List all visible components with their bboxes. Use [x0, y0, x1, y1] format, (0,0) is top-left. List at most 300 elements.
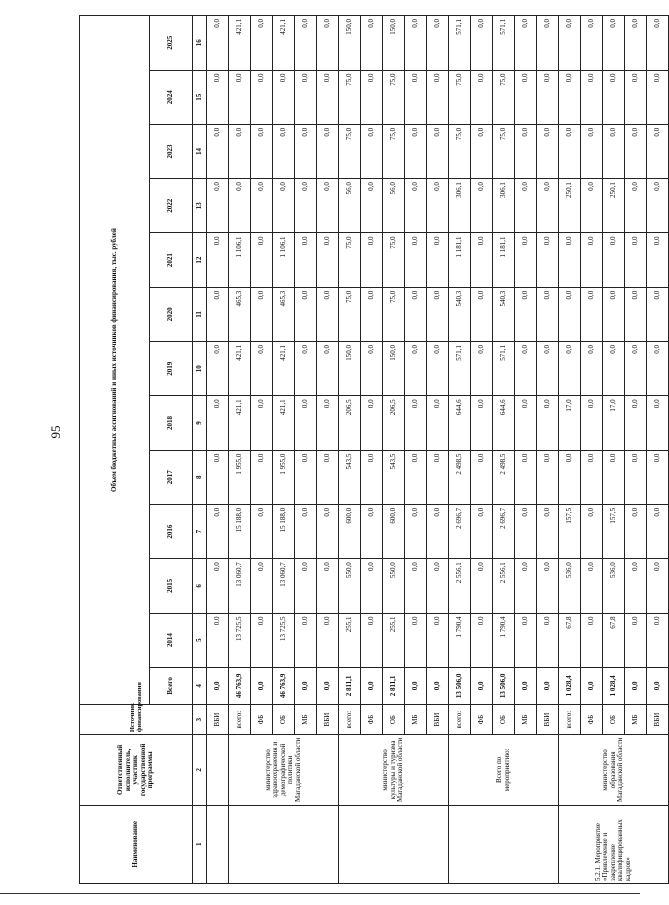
value-cell: 0,0 [405, 233, 427, 287]
total-cell: 0,0 [515, 667, 537, 704]
value-cell: 0,0 [471, 70, 493, 124]
value-cell: 0,0 [251, 233, 273, 287]
table-body [207, 16, 669, 884]
value-cell: 0,0 [537, 559, 559, 613]
value-cell: 0,0 [207, 179, 229, 233]
value-cell: 0,0 [295, 287, 317, 341]
value-cell: 0,0 [251, 16, 273, 71]
value-cell: 1 181,1 [493, 233, 515, 287]
column-number: 14 [193, 124, 207, 178]
value-cell: 206,5 [383, 396, 405, 450]
value-cell: 0,0 [537, 233, 559, 287]
value-cell: 75,0 [383, 124, 405, 178]
value-cell: 0,0 [295, 16, 317, 71]
value-cell: 0,0 [515, 504, 537, 558]
value-cell: 0,0 [427, 287, 449, 341]
value-cell: 0,0 [251, 504, 273, 558]
source-cell: всего: [449, 705, 471, 735]
source-cell: МБ [405, 705, 427, 735]
value-cell: 0,0 [471, 450, 493, 504]
total-cell: 0,0 [361, 667, 383, 704]
column-number: 12 [193, 233, 207, 287]
value-cell: 250,1 [559, 179, 581, 233]
value-cell: 0,0 [229, 179, 251, 233]
value-cell: 0,0 [559, 70, 581, 124]
value-cell: 0,0 [427, 179, 449, 233]
header-year: 2023 [150, 124, 193, 178]
source-cell: МБ [625, 705, 647, 735]
value-cell: 0,0 [405, 396, 427, 450]
value-cell: 0,0 [295, 70, 317, 124]
value-cell: 0,0 [647, 342, 669, 396]
page-number: 95 [48, 425, 63, 439]
column-number: 4 [193, 667, 207, 704]
table-row [207, 16, 229, 884]
total-cell: 46 763,9 [229, 667, 251, 704]
value-cell: 150,0 [339, 16, 361, 71]
total-cell: 13 506,0 [493, 667, 515, 704]
header-year: 2014 [150, 613, 193, 667]
total-cell: 2 811,1 [339, 667, 361, 704]
value-cell: 0,0 [361, 287, 383, 341]
row-name [229, 805, 339, 883]
value-cell: 0,0 [207, 233, 229, 287]
value-cell: 1 181,1 [449, 233, 471, 287]
value-cell: 0,0 [603, 124, 625, 178]
value-cell: 0,0 [625, 559, 647, 613]
total-cell: 0,0 [647, 667, 669, 704]
value-cell: 67,8 [559, 613, 581, 667]
row-name [207, 805, 229, 883]
value-cell: 0,0 [427, 16, 449, 71]
value-cell: 0,0 [405, 124, 427, 178]
column-number: 6 [193, 559, 207, 613]
value-cell: 0,0 [427, 559, 449, 613]
rotated-table-area [79, 15, 661, 884]
page-bottom-rule [0, 893, 640, 894]
value-cell: 536,0 [559, 559, 581, 613]
value-cell: 0,0 [647, 613, 669, 667]
value-cell: 157,5 [603, 504, 625, 558]
value-cell: 0,0 [207, 504, 229, 558]
value-cell: 0,0 [405, 450, 427, 504]
value-cell: 0,0 [207, 16, 229, 71]
value-cell: 0,0 [361, 70, 383, 124]
value-cell: 0,0 [581, 70, 603, 124]
row-executor: министерство здравоохранения и демографической политики Магаданской области [229, 735, 339, 805]
column-number: 10 [193, 342, 207, 396]
row-executor: министерство образования Магаданской области [559, 735, 669, 805]
column-number: 11 [193, 287, 207, 341]
value-cell: 75,0 [339, 233, 361, 287]
value-cell: 157,5 [559, 504, 581, 558]
total-cell: 0,0 [471, 667, 493, 704]
table-row [339, 16, 361, 884]
value-cell: 2 498,5 [449, 450, 471, 504]
value-cell: 0,0 [405, 342, 427, 396]
value-cell: 206,5 [339, 396, 361, 450]
value-cell: 0,0 [251, 613, 273, 667]
value-cell: 0,0 [515, 450, 537, 504]
value-cell: 0,0 [647, 396, 669, 450]
value-cell: 540,3 [493, 287, 515, 341]
value-cell: 0,0 [427, 450, 449, 504]
value-cell: 75,0 [449, 70, 471, 124]
value-cell: 75,0 [339, 287, 361, 341]
value-cell: 421,1 [273, 342, 295, 396]
row-name: 5.2.1. Мероприятие «Привлечение и закрепление квалифицированных кадров» [559, 805, 669, 883]
value-cell: 600,0 [339, 504, 361, 558]
value-cell: 0,0 [581, 16, 603, 71]
value-cell: 2 556,1 [493, 559, 515, 613]
total-cell: 0,0 [625, 667, 647, 704]
column-number: 15 [193, 70, 207, 124]
value-cell: 255,1 [383, 613, 405, 667]
value-cell: 536,0 [603, 559, 625, 613]
value-cell: 0,0 [317, 450, 339, 504]
header-year: 2015 [150, 559, 193, 613]
value-cell: 0,0 [207, 287, 229, 341]
value-cell: 67,8 [603, 613, 625, 667]
value-cell: 0,0 [537, 124, 559, 178]
value-cell: 421,1 [229, 16, 251, 71]
value-cell: 250,1 [603, 179, 625, 233]
source-cell: МБ [515, 705, 537, 735]
value-cell: 0,0 [581, 124, 603, 178]
source-cell: ВБИ [317, 705, 339, 735]
column-number: 13 [193, 179, 207, 233]
value-cell: 1 955,0 [229, 450, 251, 504]
value-cell: 0,0 [537, 16, 559, 71]
value-cell: 0,0 [647, 124, 669, 178]
value-cell: 0,0 [317, 124, 339, 178]
value-cell: 0,0 [207, 396, 229, 450]
value-cell: 0,0 [207, 559, 229, 613]
row-name [449, 805, 559, 883]
value-cell: 0,0 [207, 450, 229, 504]
value-cell: 75,0 [383, 233, 405, 287]
value-cell: 0,0 [273, 70, 295, 124]
column-number: 1 [193, 805, 207, 883]
value-cell: 550,0 [383, 559, 405, 613]
value-cell: 0,0 [295, 342, 317, 396]
value-cell: 644,6 [493, 396, 515, 450]
value-cell: 150,0 [339, 342, 361, 396]
value-cell: 0,0 [625, 504, 647, 558]
header-year: 2022 [150, 179, 193, 233]
source-cell: ОБ [273, 705, 295, 735]
value-cell: 150,0 [383, 16, 405, 71]
value-cell: 0,0 [361, 179, 383, 233]
value-cell: 0,0 [625, 124, 647, 178]
value-cell: 0,0 [361, 233, 383, 287]
value-cell: 1 790,4 [493, 613, 515, 667]
value-cell: 0,0 [537, 450, 559, 504]
value-cell: 0,0 [251, 287, 273, 341]
value-cell: 0,0 [581, 613, 603, 667]
value-cell: 571,1 [493, 342, 515, 396]
value-cell: 0,0 [427, 124, 449, 178]
value-cell: 0,0 [251, 450, 273, 504]
value-cell: 0,0 [251, 342, 273, 396]
value-cell: 0,0 [471, 613, 493, 667]
value-cell: 13 725,5 [229, 613, 251, 667]
value-cell: 0,0 [427, 396, 449, 450]
value-cell: 0,0 [471, 504, 493, 558]
value-cell: 571,1 [449, 16, 471, 71]
value-cell: 0,0 [515, 124, 537, 178]
total-cell: 46 763,9 [273, 667, 295, 704]
value-cell: 0,0 [647, 179, 669, 233]
value-cell: 0,0 [405, 70, 427, 124]
value-cell: 150,0 [383, 342, 405, 396]
value-cell: 17,0 [559, 396, 581, 450]
total-cell: 0,0 [405, 667, 427, 704]
rotated-table [79, 15, 661, 884]
value-cell: 0,0 [229, 124, 251, 178]
value-cell: 0,0 [647, 450, 669, 504]
source-cell: всего: [339, 705, 361, 735]
total-cell: 1 028,4 [559, 667, 581, 704]
value-cell: 0,0 [251, 124, 273, 178]
source-cell: ВБИ [537, 705, 559, 735]
value-cell: 0,0 [361, 559, 383, 613]
value-cell: 0,0 [515, 70, 537, 124]
value-cell: 0,0 [471, 16, 493, 71]
value-cell: 2 556,1 [449, 559, 471, 613]
value-cell: 0,0 [559, 342, 581, 396]
total-cell: 2 811,1 [383, 667, 405, 704]
value-cell: 0,0 [647, 504, 669, 558]
value-cell: 1 106,1 [229, 233, 251, 287]
value-cell: 0,0 [537, 613, 559, 667]
header-year: 2018 [150, 396, 193, 450]
value-cell: 0,0 [427, 342, 449, 396]
value-cell: 13 060,7 [229, 559, 251, 613]
header-name: Наименование [80, 805, 193, 883]
value-cell: 0,0 [317, 396, 339, 450]
value-cell: 0,0 [361, 396, 383, 450]
row-executor: Всего по мероприятию: [449, 735, 559, 805]
source-cell: ВБИ [647, 705, 669, 735]
value-cell: 0,0 [317, 16, 339, 71]
value-cell: 543,5 [339, 450, 361, 504]
table-row [559, 16, 581, 884]
value-cell: 0,0 [537, 504, 559, 558]
header-year: 2025 [150, 16, 193, 71]
value-cell: 0,0 [537, 179, 559, 233]
column-number: 8 [193, 450, 207, 504]
source-cell: ВБИ [427, 705, 449, 735]
value-cell: 75,0 [339, 124, 361, 178]
header-year: 2020 [150, 287, 193, 341]
value-cell: 0,0 [427, 613, 449, 667]
value-cell: 0,0 [317, 342, 339, 396]
value-cell: 0,0 [471, 233, 493, 287]
value-cell: 421,1 [229, 396, 251, 450]
value-cell: 0,0 [317, 504, 339, 558]
value-cell: 75,0 [383, 287, 405, 341]
value-cell: 550,0 [339, 559, 361, 613]
value-cell: 0,0 [647, 16, 669, 71]
value-cell: 1 106,1 [273, 233, 295, 287]
value-cell: 0,0 [559, 16, 581, 71]
header-year: 2016 [150, 504, 193, 558]
source-cell: всего: [559, 705, 581, 735]
value-cell: 306,1 [449, 179, 471, 233]
header-year: 2019 [150, 342, 193, 396]
value-cell: 75,0 [449, 124, 471, 178]
value-cell: 0,0 [625, 613, 647, 667]
source-cell: ВБИ [207, 705, 229, 735]
source-cell: ОБ [383, 705, 405, 735]
value-cell: 0,0 [625, 396, 647, 450]
value-cell: 0,0 [603, 233, 625, 287]
value-cell: 0,0 [273, 179, 295, 233]
value-cell: 0,0 [405, 504, 427, 558]
value-cell: 0,0 [515, 342, 537, 396]
value-cell: 540,3 [449, 287, 471, 341]
value-cell: 0,0 [625, 179, 647, 233]
value-cell: 0,0 [515, 613, 537, 667]
value-cell: 0,0 [229, 70, 251, 124]
value-cell: 0,0 [581, 504, 603, 558]
value-cell: 0,0 [471, 559, 493, 613]
value-cell: 0,0 [317, 179, 339, 233]
source-cell: ФБ [471, 705, 493, 735]
value-cell: 421,1 [273, 396, 295, 450]
value-cell: 0,0 [625, 70, 647, 124]
value-cell: 0,0 [581, 342, 603, 396]
value-cell: 0,0 [207, 70, 229, 124]
value-cell: 0,0 [273, 124, 295, 178]
total-cell: 0,0 [251, 667, 273, 704]
source-cell: ФБ [361, 705, 383, 735]
value-cell: 15 188,0 [229, 504, 251, 558]
value-cell: 0,0 [581, 559, 603, 613]
value-cell: 0,0 [581, 179, 603, 233]
value-cell: 0,0 [559, 287, 581, 341]
total-cell: 1 028,4 [603, 667, 625, 704]
value-cell: 0,0 [559, 124, 581, 178]
value-cell: 0,0 [515, 396, 537, 450]
value-cell: 0,0 [603, 16, 625, 71]
value-cell: 571,1 [493, 16, 515, 71]
value-cell: 0,0 [361, 16, 383, 71]
value-cell: 75,0 [493, 70, 515, 124]
total-cell: 0,0 [427, 667, 449, 704]
value-cell: 0,0 [471, 342, 493, 396]
value-cell: 0,0 [317, 559, 339, 613]
value-cell: 75,0 [383, 70, 405, 124]
value-cell: 75,0 [339, 70, 361, 124]
value-cell: 0,0 [471, 179, 493, 233]
table-header [80, 16, 207, 884]
header-source: Источник финансирования [80, 705, 193, 735]
value-cell: 0,0 [537, 70, 559, 124]
value-cell: 0,0 [361, 342, 383, 396]
value-cell: 0,0 [515, 16, 537, 71]
value-cell: 0,0 [295, 233, 317, 287]
value-cell: 0,0 [361, 450, 383, 504]
value-cell: 0,0 [295, 179, 317, 233]
value-cell: 0,0 [603, 450, 625, 504]
value-cell: 0,0 [515, 287, 537, 341]
row-executor: министерство культуры и туризма Магаданской области [339, 735, 449, 805]
value-cell: 2 498,5 [493, 450, 515, 504]
source-cell: МБ [295, 705, 317, 735]
header-executor: Ответственный исполнитель, участник государственной программы [80, 735, 193, 805]
value-cell: 56,0 [339, 179, 361, 233]
value-cell: 0,0 [405, 287, 427, 341]
column-number: 3 [193, 705, 207, 735]
column-number: 5 [193, 613, 207, 667]
value-cell: 0,0 [559, 450, 581, 504]
value-cell: 306,1 [493, 179, 515, 233]
value-cell: 0,0 [537, 396, 559, 450]
value-cell: 0,0 [361, 504, 383, 558]
value-cell: 421,1 [273, 16, 295, 71]
header-year: 2021 [150, 233, 193, 287]
table-row [229, 16, 251, 884]
value-cell: 0,0 [361, 613, 383, 667]
column-number: 9 [193, 396, 207, 450]
value-cell: 13 060,7 [273, 559, 295, 613]
value-cell: 17,0 [603, 396, 625, 450]
value-cell: 0,0 [251, 179, 273, 233]
value-cell: 255,1 [339, 613, 361, 667]
value-cell: 0,0 [625, 450, 647, 504]
value-cell: 0,0 [581, 396, 603, 450]
value-cell: 0,0 [295, 504, 317, 558]
header-year: 2017 [150, 450, 193, 504]
value-cell: 0,0 [515, 559, 537, 613]
value-cell: 0,0 [295, 396, 317, 450]
value-cell: 543,5 [383, 450, 405, 504]
value-cell: 0,0 [603, 287, 625, 341]
value-cell: 0,0 [647, 70, 669, 124]
value-cell: 0,0 [427, 233, 449, 287]
value-cell: 0,0 [251, 396, 273, 450]
value-cell: 0,0 [207, 613, 229, 667]
column-number: 7 [193, 504, 207, 558]
value-cell: 0,0 [471, 124, 493, 178]
value-cell: 0,0 [515, 179, 537, 233]
value-cell: 0,0 [317, 613, 339, 667]
value-cell: 0,0 [427, 70, 449, 124]
value-cell: 465,3 [229, 287, 251, 341]
value-cell: 13 725,5 [273, 613, 295, 667]
value-cell: 0,0 [427, 504, 449, 558]
value-cell: 0,0 [625, 342, 647, 396]
column-number: 16 [193, 16, 207, 71]
value-cell: 0,0 [317, 70, 339, 124]
value-cell: 0,0 [537, 342, 559, 396]
header-year: 2024 [150, 70, 193, 124]
value-cell: 0,0 [317, 287, 339, 341]
value-cell: 0,0 [295, 450, 317, 504]
column-number: 2 [193, 735, 207, 805]
source-cell: ОБ [603, 705, 625, 735]
value-cell: 0,0 [471, 287, 493, 341]
value-cell: 0,0 [625, 287, 647, 341]
value-cell: 0,0 [207, 342, 229, 396]
value-cell: 0,0 [581, 233, 603, 287]
value-cell: 15 188,0 [273, 504, 295, 558]
total-cell: 13 506,0 [449, 667, 471, 704]
total-cell: 0,0 [581, 667, 603, 704]
value-cell: 2 696,7 [493, 504, 515, 558]
